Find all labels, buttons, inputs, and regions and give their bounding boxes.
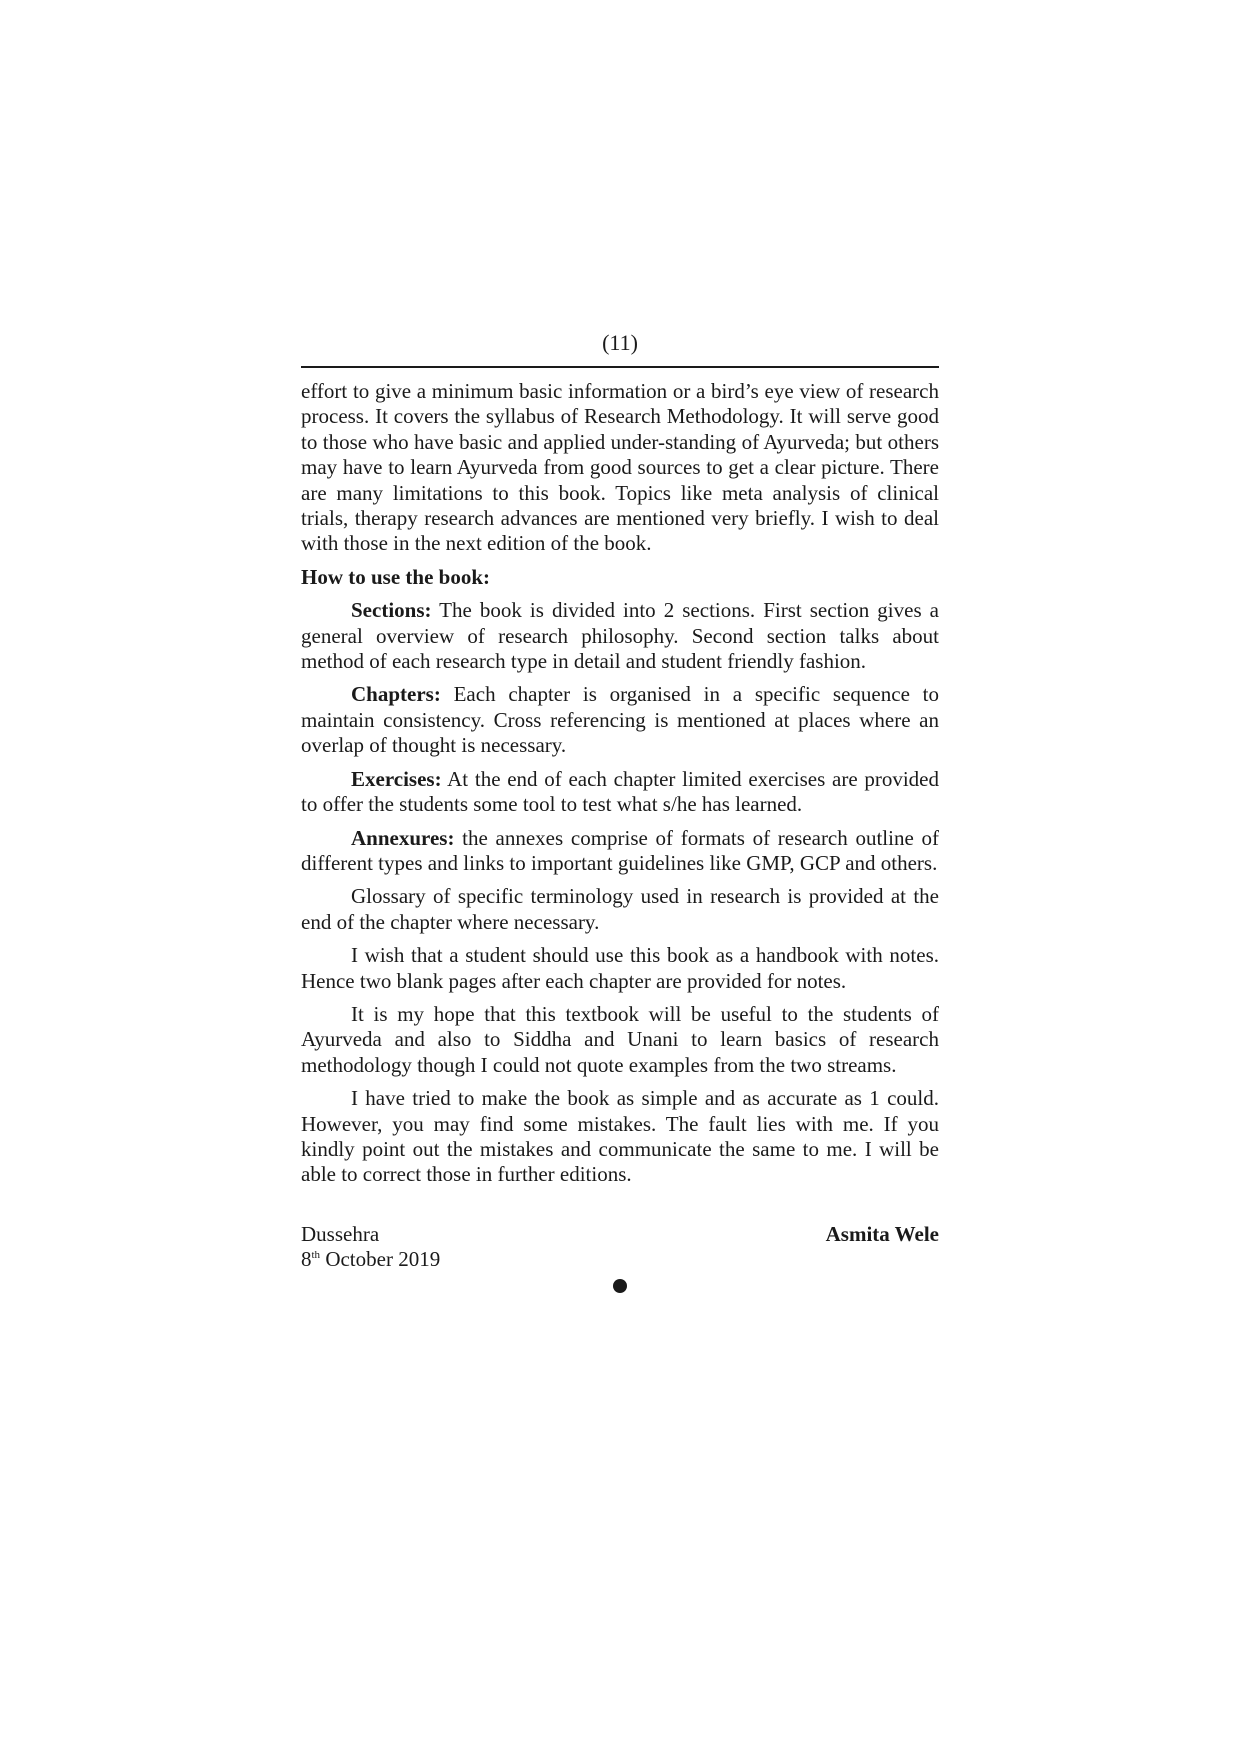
- term-exercises: Exercises:: [351, 766, 442, 791]
- term-chapters: Chapters:: [351, 682, 441, 707]
- hope-paragraph: It is my hope that this textbook will be useful to the students of Ayurveda and also to Siddha and Unani to learn basics of research methodology though I could not quote examples from the two streams.: [301, 1001, 939, 1077]
- date-suffix: th: [311, 1249, 321, 1262]
- header-rule: [301, 366, 939, 368]
- glossary-paragraph: Glossary of specific terminology used in research is provided at the end of the chapter where necessary.: [301, 884, 939, 934]
- exercises-text: At the end of each chapter limited exercises are provided to offer the students some tool to test what s/he has learned.: [301, 766, 939, 817]
- date: [301, 1247, 440, 1272]
- chapters-text: Each chapter is organised in a specific sequence to maintain consistency. Cross referencing is mentioned at places where an overlap of thought is necessary.: [301, 682, 939, 758]
- end-bullet-icon: [613, 1279, 627, 1293]
- place-date: [301, 1222, 440, 1273]
- section-heading: How to use the book:: [301, 564, 491, 589]
- sections-text: The book is divided into 2 sections. First section gives a general overview of research philosophy. Second section talks about method of each research type in detail and student friendly fashion.: [301, 598, 939, 674]
- chapters-paragraph: [301, 682, 939, 758]
- place: Dussehra: [301, 1221, 380, 1246]
- author-name: Asmita Wele: [825, 1221, 939, 1246]
- date-day: 8: [301, 1247, 312, 1272]
- page-number: (11): [602, 330, 638, 355]
- intro-paragraph: effort to give a minimum basic information or a bird’s eye view of research process. It covers the syllabus of Research Methodology. It will serve good to those who have basic and applied under-standing of Ayurveda; but others may have to learn Ayurveda from good sources to get a clear picture. There are many limitations to this book. Topics like meta analysis of clinical trials, therapy research advances are mentioned very briefly. I wish to deal with those in the next edition of the book.: [301, 379, 939, 556]
- mistakes-paragraph: I have tried to make the book as simple and as accurate as 1 could. However, you may find some mistakes. The fault lies with me. If you kindly point out the mistakes and communicate the same to me. I will be able to correct those in further editions.: [301, 1086, 939, 1187]
- exercises-paragraph: [301, 767, 939, 818]
- book-page: [301, 330, 939, 1293]
- annexures-paragraph: [301, 826, 939, 877]
- date-rest: October 2019: [320, 1247, 441, 1272]
- signature-block: [301, 1222, 939, 1273]
- sections-paragraph: [301, 598, 939, 674]
- term-annexures: Annexures:: [351, 825, 455, 850]
- term-sections: Sections:: [351, 598, 432, 623]
- handbook-paragraph: I wish that a student should use this book as a handbook with notes. Hence two blank pages after each chapter are provided for notes.: [301, 943, 939, 993]
- annexures-text: the annexes comprise of formats of research outline of different types and links to important guidelines like GMP, GCP and others.: [301, 825, 939, 875]
